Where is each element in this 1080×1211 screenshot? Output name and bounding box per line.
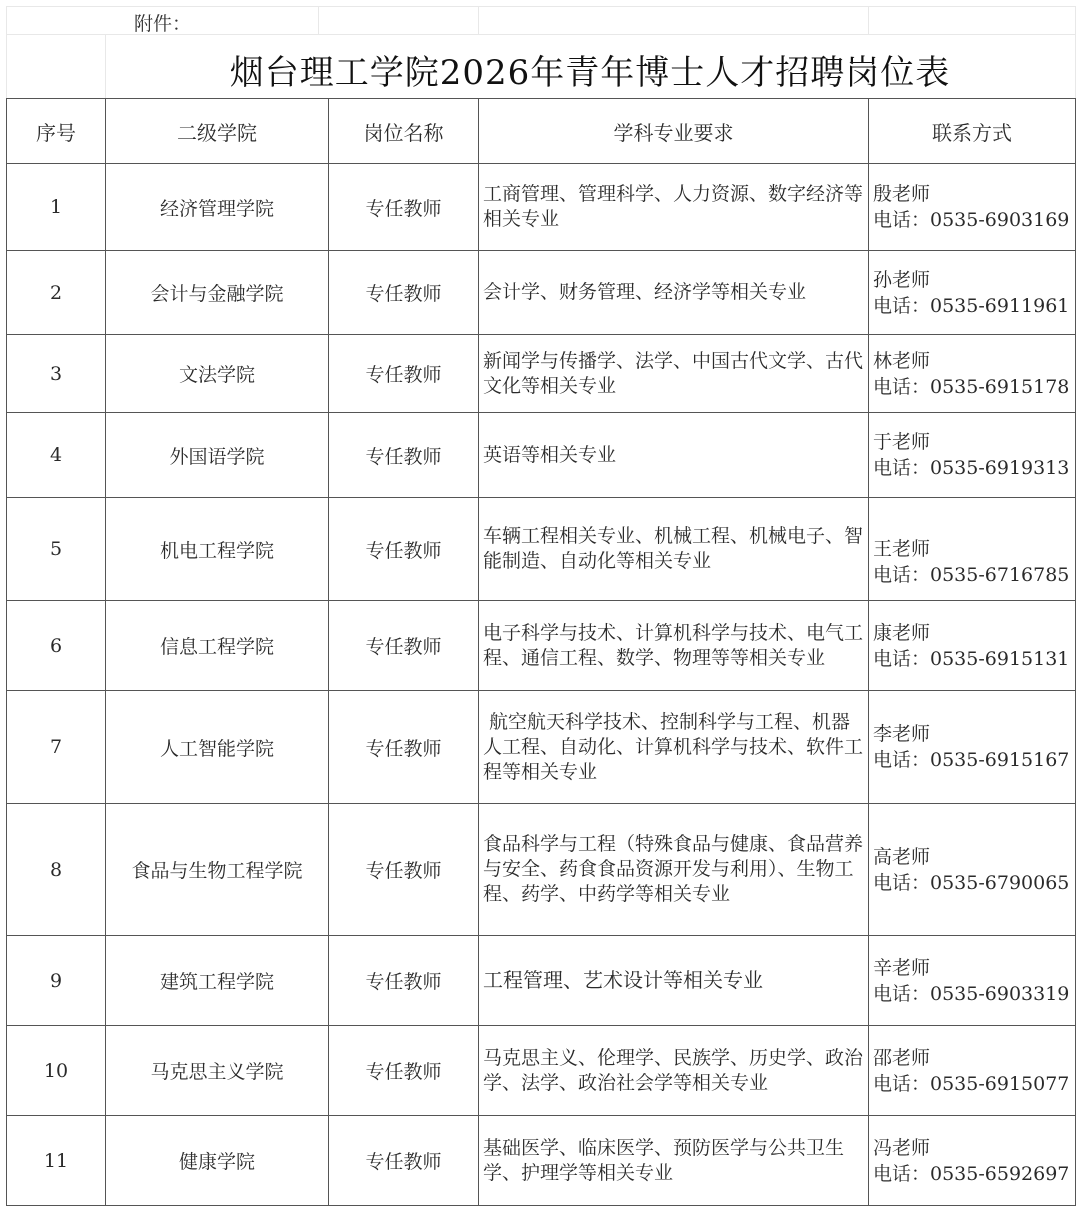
cell-no: 2 xyxy=(7,251,106,335)
cell-college: 文法学院 xyxy=(106,335,329,413)
table-row xyxy=(7,498,1076,601)
cell-college: 会计与金融学院 xyxy=(106,251,329,335)
cell-position: 专任教师 xyxy=(329,804,479,936)
header-majors: 学科专业要求 xyxy=(479,99,869,164)
cell-contact xyxy=(869,691,1076,804)
gridline xyxy=(478,6,479,34)
cell-no: 8 xyxy=(7,804,106,936)
table-row xyxy=(7,164,1076,251)
cell-contact xyxy=(869,804,1076,936)
contact-name: 孙老师 xyxy=(873,268,931,291)
recruitment-table xyxy=(6,98,1076,1206)
cell-college: 食品与生物工程学院 xyxy=(106,804,329,936)
table-row xyxy=(7,691,1076,804)
contact-name: 李老师 xyxy=(873,723,931,745)
contact-name: 殷老师 xyxy=(873,183,931,205)
gridline xyxy=(318,6,319,34)
cell-contact xyxy=(869,936,1076,1026)
contact-name: 于老师 xyxy=(873,431,931,453)
cell-majors: 工商管理、管理科学、人力资源、数字经济等相关专业 xyxy=(479,164,869,251)
cell-college: 外国语学院 xyxy=(106,413,329,498)
header-no: 序号 xyxy=(7,99,106,164)
table-row xyxy=(7,1026,1076,1116)
contact-name: 王老师 xyxy=(873,538,931,560)
cell-majors: 英语等相关专业 xyxy=(479,413,869,498)
cell-contact xyxy=(869,1026,1076,1116)
header-position: 岗位名称 xyxy=(329,99,479,164)
table-row xyxy=(7,1116,1076,1206)
table-row xyxy=(7,804,1076,936)
cell-no: 7 xyxy=(7,691,106,804)
attachment-label: 附件： xyxy=(134,13,192,35)
cell-no: 9 xyxy=(7,936,106,1026)
cell-college: 建筑工程学院 xyxy=(106,936,329,1026)
contact-phone: 电话：0535-6716785 xyxy=(873,564,1070,586)
contact-phone: 电话：0535-6915077 xyxy=(873,1072,1070,1095)
cell-majors: 电子科学与技术、计算机科学与技术、电气工程、通信工程、数学、物理等等相关专业 xyxy=(479,601,869,691)
cell-contact xyxy=(869,601,1076,691)
contact-phone: 电话：0535-6911961 xyxy=(873,294,1070,317)
cell-contact xyxy=(869,498,1076,601)
cell-college: 信息工程学院 xyxy=(106,601,329,691)
gridline xyxy=(6,6,7,98)
cell-no: 11 xyxy=(7,1116,106,1206)
contact-name: 高老师 xyxy=(873,845,931,868)
cell-position: 专任教师 xyxy=(329,601,479,691)
contact-phone: 电话：0535-6903169 xyxy=(873,209,1070,231)
gridline xyxy=(1075,6,1076,98)
cell-position: 专任教师 xyxy=(329,1026,479,1116)
cell-position: 专任教师 xyxy=(329,164,479,251)
gridline xyxy=(6,6,1075,7)
table-header-row xyxy=(7,99,1076,164)
cell-majors: 工程管理、艺术设计等相关专业 xyxy=(479,936,869,1026)
gridline xyxy=(868,6,869,34)
cell-majors: 食品科学与工程（特殊食品与健康、食品营养与安全、药食食品资源开发与利用）、生物工程、药学、中药学等相关专业 xyxy=(479,804,869,936)
cell-no: 10 xyxy=(7,1026,106,1116)
contact-name: 辛老师 xyxy=(873,956,931,979)
contact-phone: 电话：0535-6790065 xyxy=(873,871,1070,894)
contact-phone: 电话：0535-6592697 xyxy=(873,1162,1070,1185)
cell-contact xyxy=(869,413,1076,498)
cell-college: 机电工程学院 xyxy=(106,498,329,601)
cell-contact xyxy=(869,164,1076,251)
header-contact: 联系方式 xyxy=(869,99,1076,164)
contact-name: 康老师 xyxy=(873,621,931,644)
cell-college: 健康学院 xyxy=(106,1116,329,1206)
cell-position: 专任教师 xyxy=(329,413,479,498)
contact-phone: 电话：0535-6915178 xyxy=(873,375,1070,398)
table-row xyxy=(7,251,1076,335)
cell-college: 人工智能学院 xyxy=(106,691,329,804)
cell-majors: 马克思主义、伦理学、民族学、历史学、政治学、法学、政治社会学等相关专业 xyxy=(479,1026,869,1116)
cell-position: 专任教师 xyxy=(329,335,479,413)
cell-no: 3 xyxy=(7,335,106,413)
contact-name: 林老师 xyxy=(873,349,931,372)
contact-phone: 电话：0535-6915167 xyxy=(873,749,1070,771)
cell-no: 1 xyxy=(7,164,106,251)
cell-contact xyxy=(869,251,1076,335)
table-row xyxy=(7,936,1076,1026)
cell-majors: 会计学、财务管理、经济学等相关专业 xyxy=(479,251,869,335)
contact-phone: 电话：0535-6915131 xyxy=(873,647,1070,670)
cell-position: 专任教师 xyxy=(329,936,479,1026)
cell-college: 马克思主义学院 xyxy=(106,1026,329,1116)
header-college: 二级学院 xyxy=(106,99,329,164)
cell-contact xyxy=(869,335,1076,413)
contact-phone: 电话：0535-6919313 xyxy=(873,457,1070,479)
contact-name: 冯老师 xyxy=(873,1136,931,1159)
cell-position: 专任教师 xyxy=(329,1116,479,1206)
contact-phone: 电话：0535-6903319 xyxy=(873,982,1070,1005)
table-row xyxy=(7,335,1076,413)
cell-majors: 新闻学与传播学、法学、中国古代文学、古代文化等相关专业 xyxy=(479,335,869,413)
cell-majors: 车辆工程相关专业、机械工程、机械电子、智能制造、自动化等相关专业 xyxy=(479,498,869,601)
cell-position: 专任教师 xyxy=(329,498,479,601)
cell-no: 5 xyxy=(7,498,106,601)
cell-majors: 航空航天科学技术、控制科学与工程、机器人工程、自动化、计算机科学与技术、软件工程等相关专业 xyxy=(479,691,869,804)
contact-name: 邵老师 xyxy=(873,1046,931,1069)
cell-no: 4 xyxy=(7,413,106,498)
cell-position: 专任教师 xyxy=(329,251,479,335)
cell-college: 经济管理学院 xyxy=(106,164,329,251)
cell-position: 专任教师 xyxy=(329,691,479,804)
table-row xyxy=(7,601,1076,691)
page-title: 烟台理工学院2026年青年博士人才招聘岗位表 xyxy=(229,52,951,93)
table-row xyxy=(7,413,1076,498)
cell-contact xyxy=(869,1116,1076,1206)
cell-no: 6 xyxy=(7,601,106,691)
cell-majors: 基础医学、临床医学、预防医学与公共卫生学、护理学等相关专业 xyxy=(479,1116,869,1206)
